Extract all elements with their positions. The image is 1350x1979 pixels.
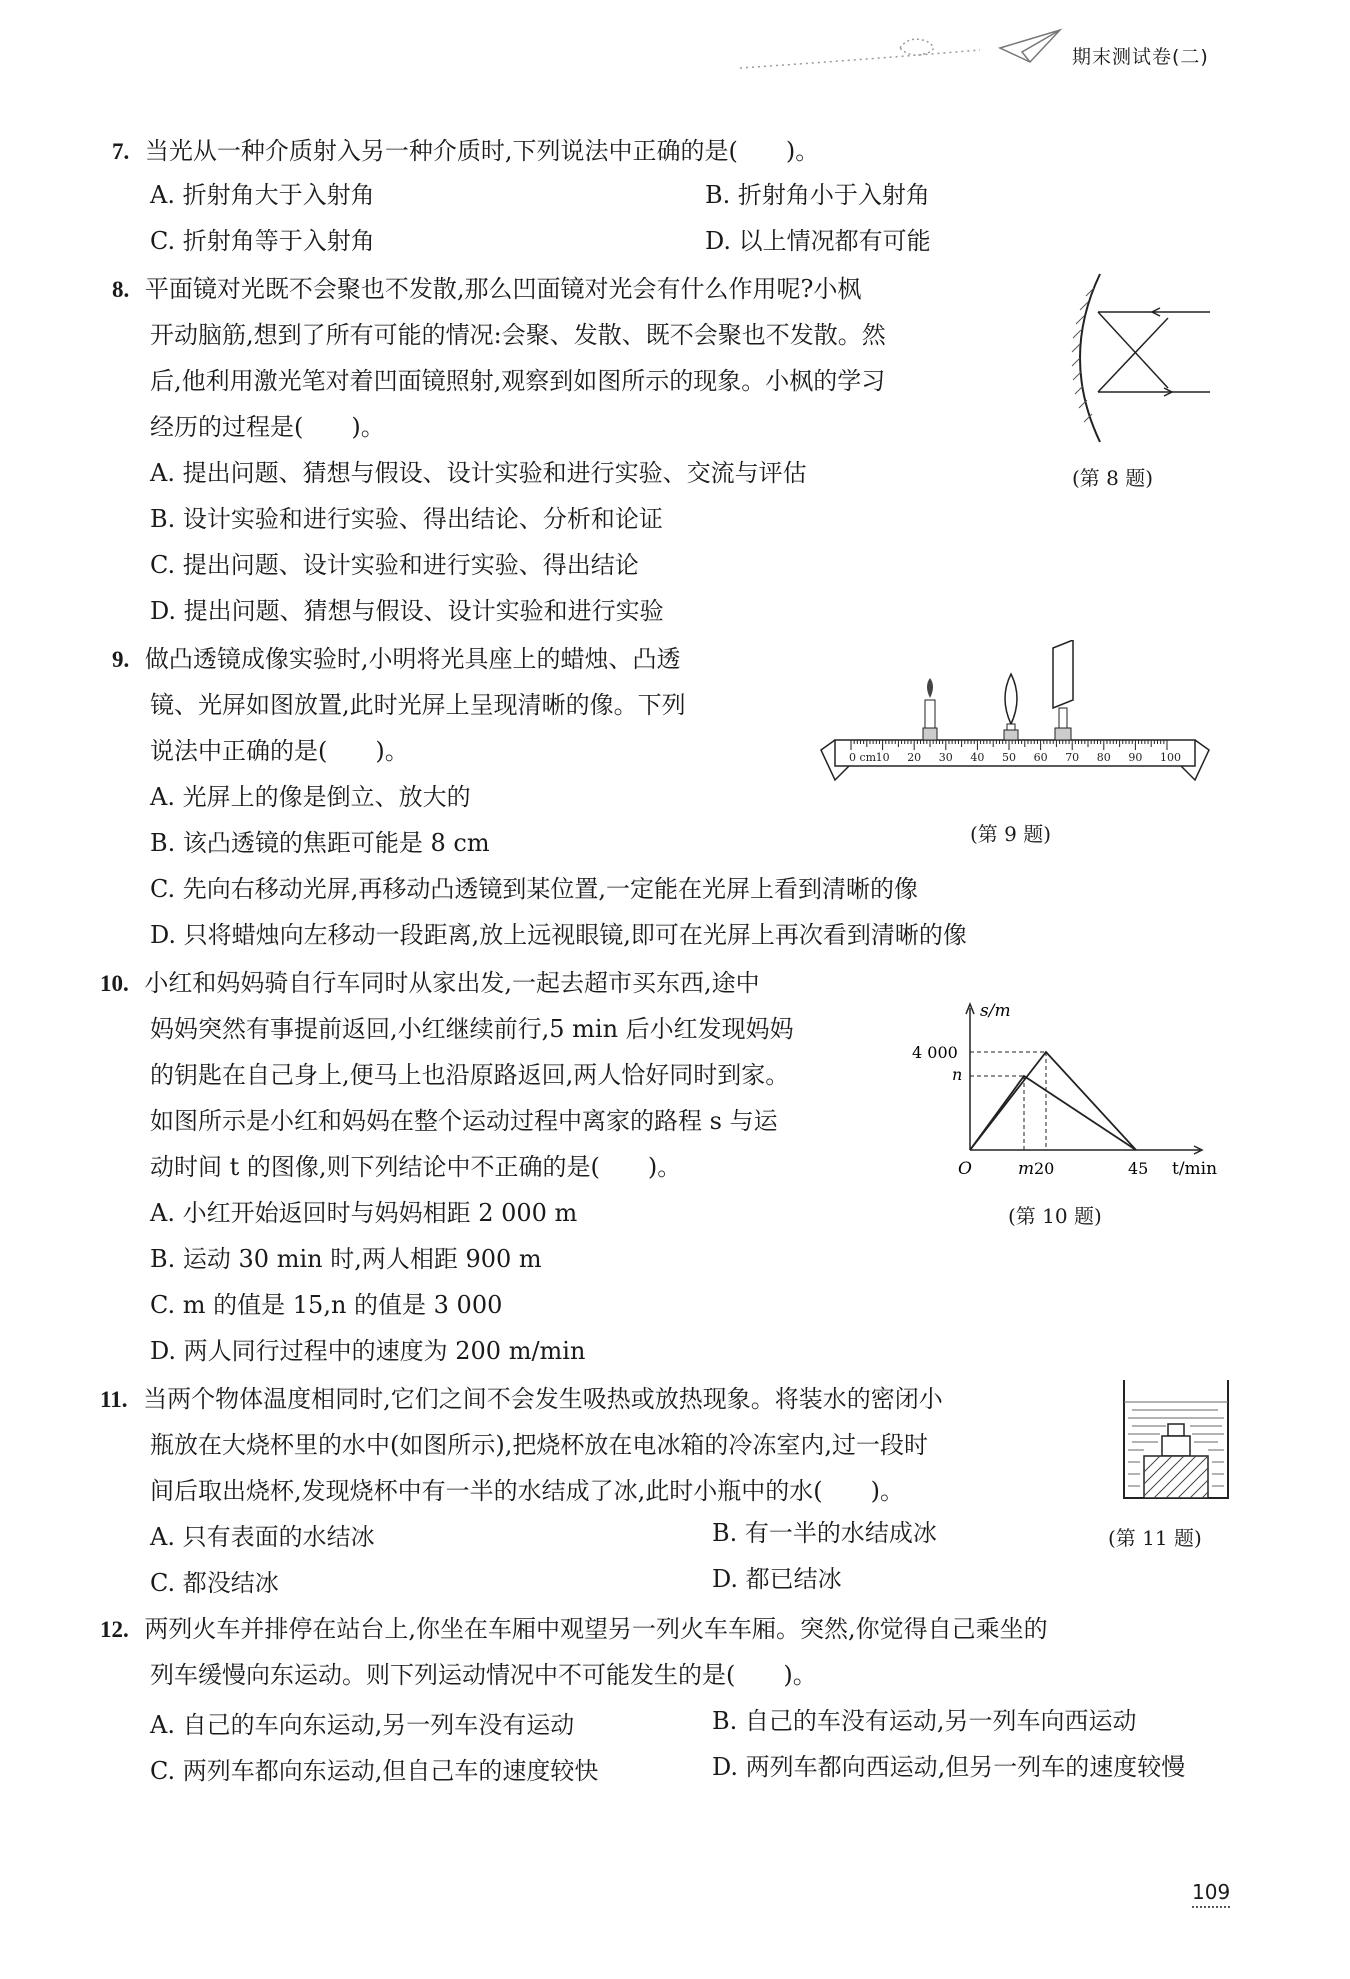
ruler-label: 90 (1128, 751, 1143, 764)
option-a: A. 折射角大于入射角 (150, 181, 375, 209)
ruler-label: 40 (970, 751, 985, 764)
question-text: 开动脑筋,想到了所有可能的情况:会聚、发散、既不会聚也不发散。然 (150, 321, 886, 349)
option-c: C. m 的值是 15,n 的值是 3 000 (150, 1291, 503, 1319)
x-tick-45: 45 (1128, 1159, 1149, 1178)
question-text: 当两个物体温度相同时,它们之间不会发生吸热或放热现象。将装水的密闭小 (143, 1385, 943, 1413)
question-number: 8. (112, 277, 130, 302)
option-a: A. 小红开始返回时与妈妈相距 2 000 m (150, 1199, 578, 1227)
option-d: D. 两人同行过程中的速度为 200 m/min (150, 1337, 586, 1365)
ruler-label: 50 (1002, 751, 1016, 764)
question-text: 当光从一种介质射入另一种介质时,下列说法中正确的是( )。 (144, 137, 820, 165)
x-tick-20: 20 (1034, 1159, 1055, 1178)
option-d: D. 只将蜡烛向左移动一段距离,放上远视眼镜,即可在光屏上再次看到清晰的像 (150, 921, 967, 949)
page-header (0, 0, 1350, 90)
option-c: C. 提出问题、设计实验和进行实验、得出结论 (150, 551, 639, 579)
option-b: B. 自己的车没有运动,另一列车向西运动 (712, 1707, 1137, 1735)
question-text: 妈妈突然有事提前返回,小红继续前行,5 min 后小红发现妈妈 (150, 1015, 794, 1043)
ruler-label: 0 cm (849, 751, 877, 764)
question-8-stem-line (112, 274, 861, 305)
origin-label: O (958, 1159, 972, 1179)
x-axis-label: t/min (1172, 1159, 1218, 1179)
page-number: 109 (1192, 1880, 1230, 1908)
question-text: 镜、光屏如图放置,此时光屏上呈现清晰的像。下列 (150, 691, 686, 719)
option-d: D. 以上情况都有可能 (705, 227, 931, 255)
optical-bench-figure (815, 640, 1215, 800)
ruler-label: 100 (1160, 751, 1181, 764)
option-d: D. 提出问题、猜想与假设、设计实验和进行实验 (150, 597, 664, 625)
figure-caption: (第 11 题) (1108, 1526, 1202, 1550)
option-a: A. 自己的车向东运动,另一列车没有运动 (150, 1711, 575, 1739)
option-a: A. 提出问题、猜想与假设、设计实验和进行实验、交流与评估 (150, 459, 807, 487)
ruler-label: 30 (938, 751, 953, 764)
y-axis-label: s/m (980, 1001, 1011, 1021)
ruler-label: 20 (907, 751, 922, 764)
question-11-stem-line (100, 1384, 943, 1415)
question-text: 动时间 t 的图像,则下列结论中不正确的是( )。 (150, 1153, 682, 1181)
question-number: 7. (112, 139, 130, 164)
figure-caption: (第 10 题) (1008, 1204, 1102, 1228)
y-tick-4000: 4 000 (912, 1043, 958, 1062)
ruler-label: 70 (1065, 751, 1080, 764)
option-b: B. 该凸透镜的焦距可能是 8 cm (150, 829, 490, 857)
option-d: D. 两列车都向西运动,但另一列车的速度较慢 (712, 1753, 1186, 1781)
header-title: 期末测试卷(二) (1072, 46, 1209, 68)
question-number: 12. (100, 1617, 129, 1642)
question-9-stem-line (112, 644, 681, 675)
question-number: 9. (112, 647, 130, 672)
option-c: C. 先向右移动光屏,再移动凸透镜到某位置,一定能在光屏上看到清晰的像 (150, 875, 919, 903)
question-text: 间后取出烧杯,发现烧杯中有一半的水结成了冰,此时小瓶中的水( )。 (150, 1477, 904, 1505)
candle (923, 678, 937, 740)
paper-plane-icon (1000, 30, 1060, 62)
question-text: 列车缓慢向东运动。则下列运动情况中不可能发生的是( )。 (150, 1661, 817, 1689)
option-b: B. 设计实验和进行实验、得出结论、分析和论证 (150, 505, 663, 533)
question-text: 做凸透镜成像实验时,小明将光具座上的蜡烛、凸透 (144, 645, 681, 673)
question-number: 10. (100, 971, 129, 996)
question-number: 11. (100, 1387, 128, 1412)
question-text: 瓶放在大烧杯里的水中(如图所示),把烧杯放在电冰箱的冷冻室内,过一段时 (150, 1431, 928, 1459)
question-10-stem-line (100, 968, 760, 999)
question-text: 两列火车并排停在站台上,你坐在车厢中观望另一列火车车厢。突然,你觉得自己乘坐的 (144, 1615, 1048, 1643)
ruler-label: 10 (875, 751, 890, 764)
figure-caption: (第 9 题) (970, 822, 1052, 846)
option-c: C. 折射角等于入射角 (150, 227, 375, 255)
xiaohong-line (970, 1052, 1136, 1150)
distance-time-graph (910, 990, 1240, 1190)
option-c: C. 都没结冰 (150, 1569, 279, 1597)
ruler-label: 60 (1033, 751, 1048, 764)
question-text: 如图所示是小红和妈妈在整个运动过程中离家的路程 s 与运 (150, 1107, 778, 1135)
ruler-label: 80 (1096, 751, 1111, 764)
question-text: 平面镜对光既不会聚也不发散,那么凹面镜对光会有什么作用呢?小枫 (144, 275, 862, 303)
option-b: B. 运动 30 min 时,两人相距 900 m (150, 1245, 542, 1273)
option-a: A. 只有表面的水结冰 (150, 1523, 375, 1551)
mother-line (970, 1076, 1136, 1150)
beaker-figure (1118, 1376, 1238, 1506)
figure-caption: (第 8 题) (1072, 466, 1154, 490)
question-text: 经历的过程是( )。 (150, 413, 385, 441)
question-text: 说法中正确的是( )。 (150, 737, 409, 765)
question-7-stem-line (112, 136, 819, 167)
small-bottle (1144, 1424, 1208, 1498)
question-12-stem-line (100, 1614, 1048, 1645)
question-text: 后,他利用激光笔对着凹面镜照射,观察到如图所示的现象。小枫的学习 (150, 367, 886, 395)
option-c: C. 两列车都向东运动,但自己车的速度较快 (150, 1757, 599, 1785)
question-text: 小红和妈妈骑自行车同时从家出发,一起去超市买东西,途中 (144, 969, 760, 997)
light-screen (1053, 640, 1073, 740)
question-text: 的钥匙在自己身上,便马上也沿原路返回,两人恰好同时到家。 (150, 1061, 790, 1089)
option-a: A. 光屏上的像是倒立、放大的 (150, 783, 471, 811)
convex-lens (1004, 674, 1018, 740)
x-tick-m: m (1018, 1159, 1035, 1179)
y-tick-n: n (952, 1065, 963, 1084)
option-b: B. 折射角小于入射角 (705, 181, 930, 209)
option-d: D. 都已结冰 (712, 1565, 842, 1593)
concave-mirror-figure (1040, 268, 1220, 448)
option-b: B. 有一半的水结成冰 (712, 1519, 937, 1547)
